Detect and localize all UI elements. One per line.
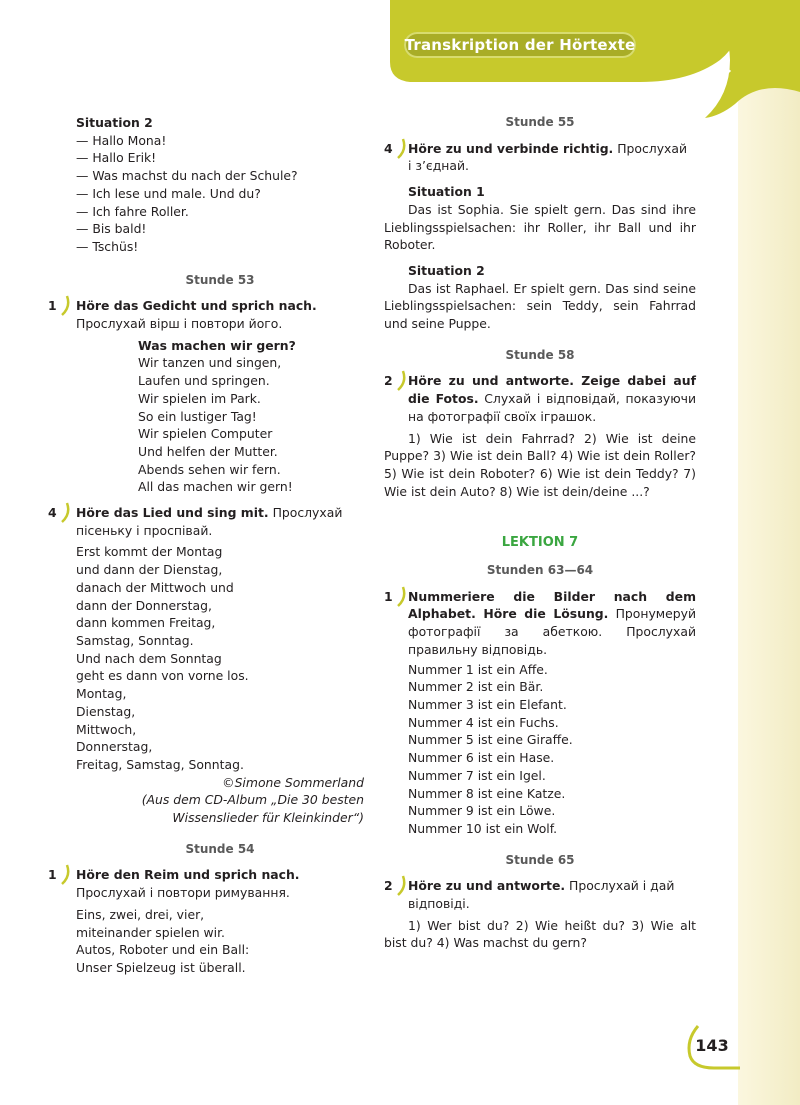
header-title: Transkription der Hörtexte — [404, 32, 636, 58]
song-line: danach der Mittwoch und — [76, 579, 234, 595]
task-marker-icon — [58, 864, 72, 886]
task-instruction — [408, 140, 696, 158]
dialogue-line: — Hallo Erik! — [76, 150, 157, 166]
instruction-de: Höre zu und antworte. Zeige dabei auf die Fotos. — [408, 373, 696, 407]
credit-line: ©Simone Sommerland — [222, 774, 364, 790]
task-marker-icon — [394, 875, 408, 897]
instruction-de: Höre zu und verbinde richtig. — [408, 140, 614, 156]
task-1-stunde-54 — [48, 866, 364, 976]
song-credit — [76, 774, 364, 827]
task-instruction — [76, 297, 364, 315]
task-number: 2 — [384, 373, 393, 389]
instruction-uk: Прослухай і дай відповіді. — [408, 878, 675, 912]
instruction-uk: Слухай і відповідай, показуючи на фотографії своїх іграшок. — [408, 391, 697, 424]
instruction-uk: Прослухай — [617, 140, 688, 156]
list-item: Nummer 6 ist ein Hase. — [408, 750, 555, 766]
page-number: 143 — [695, 1036, 729, 1055]
task-marker-icon — [58, 502, 72, 524]
task-number: 4 — [384, 140, 393, 156]
song-line: Samstag, Sonntag. — [76, 632, 194, 648]
poem-line: Laufen und springen. — [138, 373, 270, 389]
song-line: Dienstag, — [76, 703, 136, 719]
task-instruction — [76, 866, 364, 884]
dialogue-line: — Ich lese und male. Und du? — [76, 185, 261, 201]
stunde-58-heading: Stunde 58 — [505, 347, 575, 362]
situation-1-heading: Situation 1 — [408, 184, 485, 200]
situation-2-heading: Situation 2 — [408, 262, 485, 278]
list-item: Nummer 8 ist eine Katze. — [408, 785, 566, 801]
list-item: Nummer 3 ist ein Elefant. — [408, 696, 567, 712]
stunde-55-heading: Stunde 55 — [505, 115, 575, 129]
instruction-de: Höre das Gedicht und sprich nach. — [76, 298, 317, 314]
song — [76, 543, 364, 773]
poem-line: Wir spielen im Park. — [138, 390, 261, 406]
situation-2-text: Das ist Raphael. Er spielt gern. Das sind seine Lieblingsspielsachen: sein Teddy, sein Fahrrad und seine Puppe. — [384, 280, 696, 332]
instruction-uk: Пронумеруй фотографії за абеткою. Прослухай правильну відповідь. — [408, 606, 696, 657]
song-line: Donnerstag, — [76, 739, 153, 755]
song-line: dann kommen Freitag, — [76, 615, 216, 631]
rhyme-line: Eins, zwei, drei, vier, — [76, 906, 205, 922]
task-instruction — [76, 504, 364, 522]
task-number: 1 — [48, 867, 57, 883]
stunde-53-heading: Stunde 53 — [185, 272, 255, 287]
poem — [76, 337, 364, 496]
task-4-stunde-53 — [48, 504, 364, 827]
instruction-de: Höre den Reim und sprich nach. — [76, 867, 300, 883]
instruction-uk-cont: і з’єднай. — [408, 158, 469, 174]
task-marker-icon — [394, 586, 408, 608]
task-2-stunde-65 — [384, 877, 696, 912]
instruction-uk: Прослухай — [272, 505, 343, 521]
list-item: Nummer 1 ist ein Affe. — [408, 661, 548, 677]
instruction-uk: Прослухай і повтори римування. — [76, 885, 290, 901]
song-line: Montag, — [76, 686, 127, 702]
dialogue-line: — Ich fahre Roller. — [76, 203, 189, 219]
poem-title: Was machen wir gern? — [138, 337, 296, 353]
dialogue-line: — Hallo Mona! — [76, 132, 167, 148]
song-line: Erst kommt der Montag — [76, 544, 223, 560]
task-number: 4 — [48, 505, 57, 521]
dialogue-line: — Was machst du nach der Schule? — [76, 168, 298, 184]
list-item: Nummer 10 ist ein Wolf. — [408, 820, 558, 836]
list-item: Nummer 4 ist ein Fuchs. — [408, 714, 559, 730]
song-line: Freitag, Samstag, Sonntag. — [76, 756, 244, 772]
situation-1-text: Das ist Sophia. Sie spielt gern. Das sind ihre Lieblingsspielsachen: ihr Roller, ihr Ball und ihr Roboter. — [384, 201, 696, 253]
questions: 1) Wie ist dein Fahrrad? 2) Wie ist deine Puppe? 3) Wie ist dein Ball? 4) Wie ist dein Roller? 5) Wie ist dein Roboter? 6) Wie ist dein Teddy? 7) Wie ist dein Auto? 8) Wie ist dein/deine ...? — [384, 430, 696, 499]
task-1-stunden-63-64 — [384, 588, 696, 659]
questions: 1) Wer bist du? 2) Wie heißt du? 3) Wie alt bist du? 4) Was machst du gern? — [384, 917, 696, 951]
task-4-stunde-55 — [384, 140, 696, 175]
stunde-65-heading: Stunde 65 — [505, 852, 575, 867]
task-number: 2 — [384, 878, 393, 894]
left-column — [48, 114, 364, 977]
dialogue-line: — Tschüs! — [76, 238, 139, 254]
task-2-stunde-58 — [384, 372, 696, 425]
dialogue — [76, 132, 364, 256]
task-marker-icon — [394, 138, 408, 160]
right-column — [384, 114, 696, 952]
list-item: Nummer 7 ist ein Igel. — [408, 767, 546, 783]
situation-2-heading: Situation 2 — [76, 115, 153, 130]
song-line: Und nach dem Sonntag — [76, 650, 222, 666]
lektion-7-heading: LEKTION 7 — [501, 535, 579, 551]
credit-line: (Aus dem CD-Album „Die 30 besten — [141, 792, 364, 808]
task-number: 1 — [384, 588, 393, 604]
instruction-de: Nummeriere die Bilder nach dem Alphabet. Höre die Lösung. — [408, 588, 696, 622]
side-strip — [738, 0, 800, 1105]
rhyme-line: miteinander spielen wir. — [76, 924, 225, 940]
list-item: Nummer 5 ist eine Giraffe. — [408, 732, 573, 748]
dialogue-line: — Bis bald! — [76, 221, 147, 237]
rhyme — [76, 906, 364, 977]
song-line: geht es dann von vorne los. — [76, 668, 249, 684]
credit-line: Wissenslieder für Kleinkinder“) — [172, 810, 364, 826]
poem-line: Abends sehen wir fern. — [138, 461, 281, 477]
poem-line: So ein lustiger Tag! — [138, 408, 257, 424]
list-item: Nummer 2 ist ein Bär. — [408, 679, 544, 695]
song-line: Mittwoch, — [76, 721, 137, 737]
list-item: Nummer 9 ist ein Löwe. — [408, 803, 556, 819]
stunde-54-heading: Stunde 54 — [185, 841, 255, 856]
poem-line: Und helfen der Mutter. — [138, 443, 278, 459]
animal-list — [384, 661, 696, 838]
rhyme-line: Unser Spielzeug ist überall. — [76, 959, 246, 975]
rhyme-line: Autos, Roboter und ein Ball: — [76, 942, 250, 958]
instruction-de: Höre das Lied und sing mit. — [76, 505, 269, 521]
task-number: 1 — [48, 298, 57, 314]
poem-line: Wir spielen Computer — [138, 426, 273, 442]
task-marker-icon — [394, 370, 408, 392]
instruction-uk: Прослухай вірш і повтори його. — [76, 316, 283, 332]
stunden-63-64-heading: Stunden 63—64 — [486, 563, 594, 578]
poem-line: All das machen wir gern! — [138, 479, 293, 495]
poem-line: Wir tanzen und singen, — [138, 355, 282, 371]
instruction-de: Höre zu und antworte. — [408, 878, 566, 894]
header-band — [0, 0, 800, 120]
song-line: und dann der Dienstag, — [76, 562, 223, 578]
instruction-uk-cont: пісеньку і проспівай. — [76, 522, 213, 538]
task-marker-icon — [58, 295, 72, 317]
song-line: dann der Donnerstag, — [76, 597, 212, 613]
task-1-stunde-53 — [48, 297, 364, 496]
